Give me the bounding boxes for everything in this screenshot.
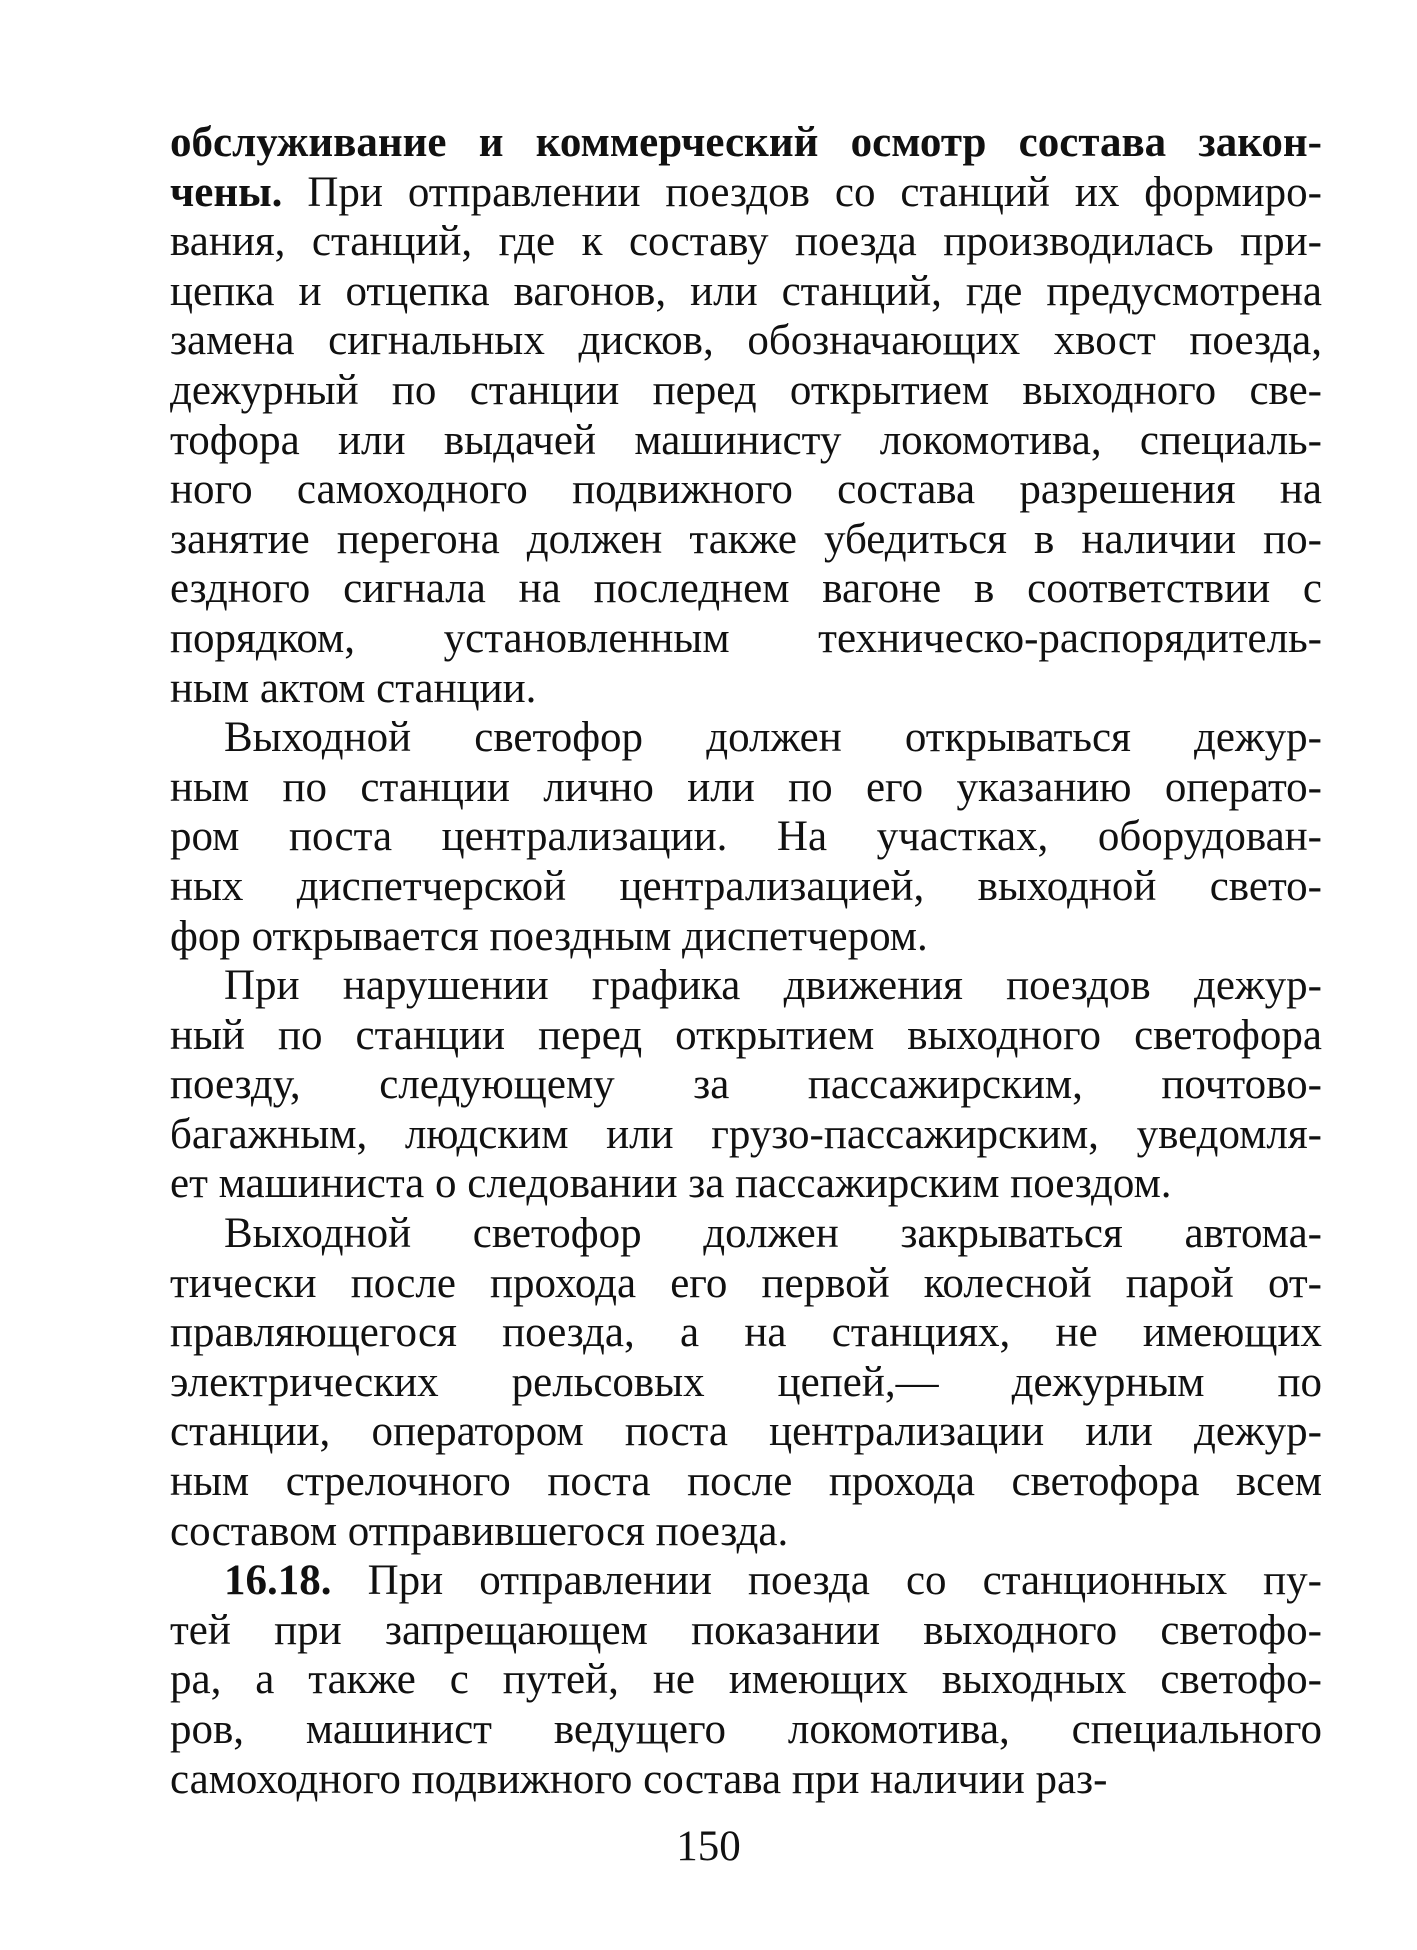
text-line [170, 1358, 1322, 1408]
text-line [170, 416, 1322, 466]
text-run: ного самоходного подвижного состава разрешения на [170, 466, 1322, 514]
text-run: тей при запрещающем показании выходного светофо- [170, 1606, 1322, 1654]
text-line [170, 168, 1322, 218]
text-line [170, 1110, 1322, 1160]
text-run: станции, оператором поста централизации или дежур- [170, 1408, 1322, 1456]
paragraph [170, 1209, 1322, 1556]
text-line [170, 217, 1322, 267]
page-number: 150 [676, 1823, 741, 1870]
paragraph [170, 1556, 1322, 1804]
text-line [170, 1705, 1322, 1755]
text-line [170, 515, 1322, 565]
text-line [170, 1159, 1322, 1209]
bold-text: чены. [170, 168, 283, 216]
text-run: Выходной светофор должен открываться дежур- [224, 714, 1322, 762]
text-line [170, 862, 1322, 912]
text-run: замена сигнальных дисков, обозначающих хвост поезда, [170, 317, 1322, 365]
text-run: ездного сигнала на последнем вагоне в соответствии с [170, 565, 1322, 613]
text-run: ра, а также с путей, не имеющих выходных светофо- [170, 1656, 1322, 1704]
text-line [170, 961, 1322, 1011]
text-run: тически после прохода его первой колесной парой от- [170, 1259, 1322, 1307]
text-line [170, 1457, 1322, 1507]
paragraph [170, 118, 1322, 713]
text-run: ным по станции лично или по его указанию операто- [170, 763, 1322, 811]
text-line [170, 912, 1322, 962]
bold-text: обслуживание и коммерческий осмотр состава закон- [170, 119, 1322, 166]
text-run: дежурный по станции перед открытием выходного све- [170, 366, 1322, 414]
text-line [170, 267, 1322, 317]
body-text [170, 118, 1322, 1804]
text-line [170, 1755, 1322, 1805]
text-run: ный по станции перед открытием выходного светофора [170, 1011, 1322, 1059]
text-line [170, 1556, 1322, 1606]
text-line [170, 614, 1322, 664]
bold-text: 16.18. [224, 1557, 332, 1605]
text-run: порядком, установленным техническо-распорядитель- [170, 614, 1322, 662]
text-line [170, 1407, 1322, 1457]
paragraph [170, 713, 1322, 961]
text-run: фор открывается поездным диспетчером. [170, 912, 928, 960]
text-line [170, 366, 1322, 416]
text-run: составом отправившегося поезда. [170, 1507, 789, 1555]
text-run: ет машиниста о следовании за пассажирским поездом. [170, 1160, 1172, 1208]
text-line [170, 763, 1322, 813]
text-line [170, 1308, 1322, 1358]
text-line [170, 812, 1322, 862]
text-run: При нарушении графика движения поездов дежур- [224, 962, 1322, 1010]
text-run: вания, станций, где к составу поезда производилась при- [170, 218, 1322, 266]
text-run: ром поста централизации. На участках, оборудован- [170, 813, 1322, 861]
text-run: тофора или выдачей машинисту локомотива, специаль- [170, 416, 1322, 464]
text-run: При отправлении поезда со станционных пу- [331, 1557, 1322, 1605]
text-run: ров, машинист ведущего локомотива, специального [170, 1706, 1322, 1753]
text-line [170, 1209, 1322, 1259]
text-run: ных диспетчерской централизацией, выходной свето- [170, 862, 1322, 910]
text-line [170, 1011, 1322, 1061]
text-line [170, 465, 1322, 515]
text-run: При отправлении поездов со станций их формиро- [282, 168, 1322, 216]
text-run: ным актом станции. [170, 664, 537, 712]
text-run: багажным, людским или грузо-пассажирским, уведомля- [170, 1110, 1322, 1158]
text-line [170, 316, 1322, 366]
text-run: цепка и отцепка вагонов, или станций, где предусмотрена [170, 267, 1322, 315]
text-line [170, 1259, 1322, 1309]
text-line [170, 118, 1322, 168]
text-run: правляющегося поезда, а на станциях, не имеющих [170, 1309, 1322, 1357]
text-run: электрических рельсовых цепей,— дежурным по [170, 1358, 1322, 1406]
text-line [170, 1060, 1322, 1110]
text-line [170, 1606, 1322, 1656]
text-run: поезду, следующему за пассажирским, почтово- [170, 1061, 1322, 1109]
text-run: Выходной светофор должен закрываться автома- [224, 1210, 1322, 1258]
text-line [170, 1507, 1322, 1557]
text-line [170, 564, 1322, 614]
text-line [170, 664, 1322, 714]
text-run: ным стрелочного поста после прохода светофора всем [170, 1458, 1322, 1506]
text-line [170, 713, 1322, 763]
text-run: самоходного подвижного состава при наличии раз- [170, 1755, 1108, 1803]
text-run: занятие перегона должен также убедиться в наличии по- [170, 515, 1322, 563]
text-line [170, 1655, 1322, 1705]
paragraph [170, 961, 1322, 1209]
